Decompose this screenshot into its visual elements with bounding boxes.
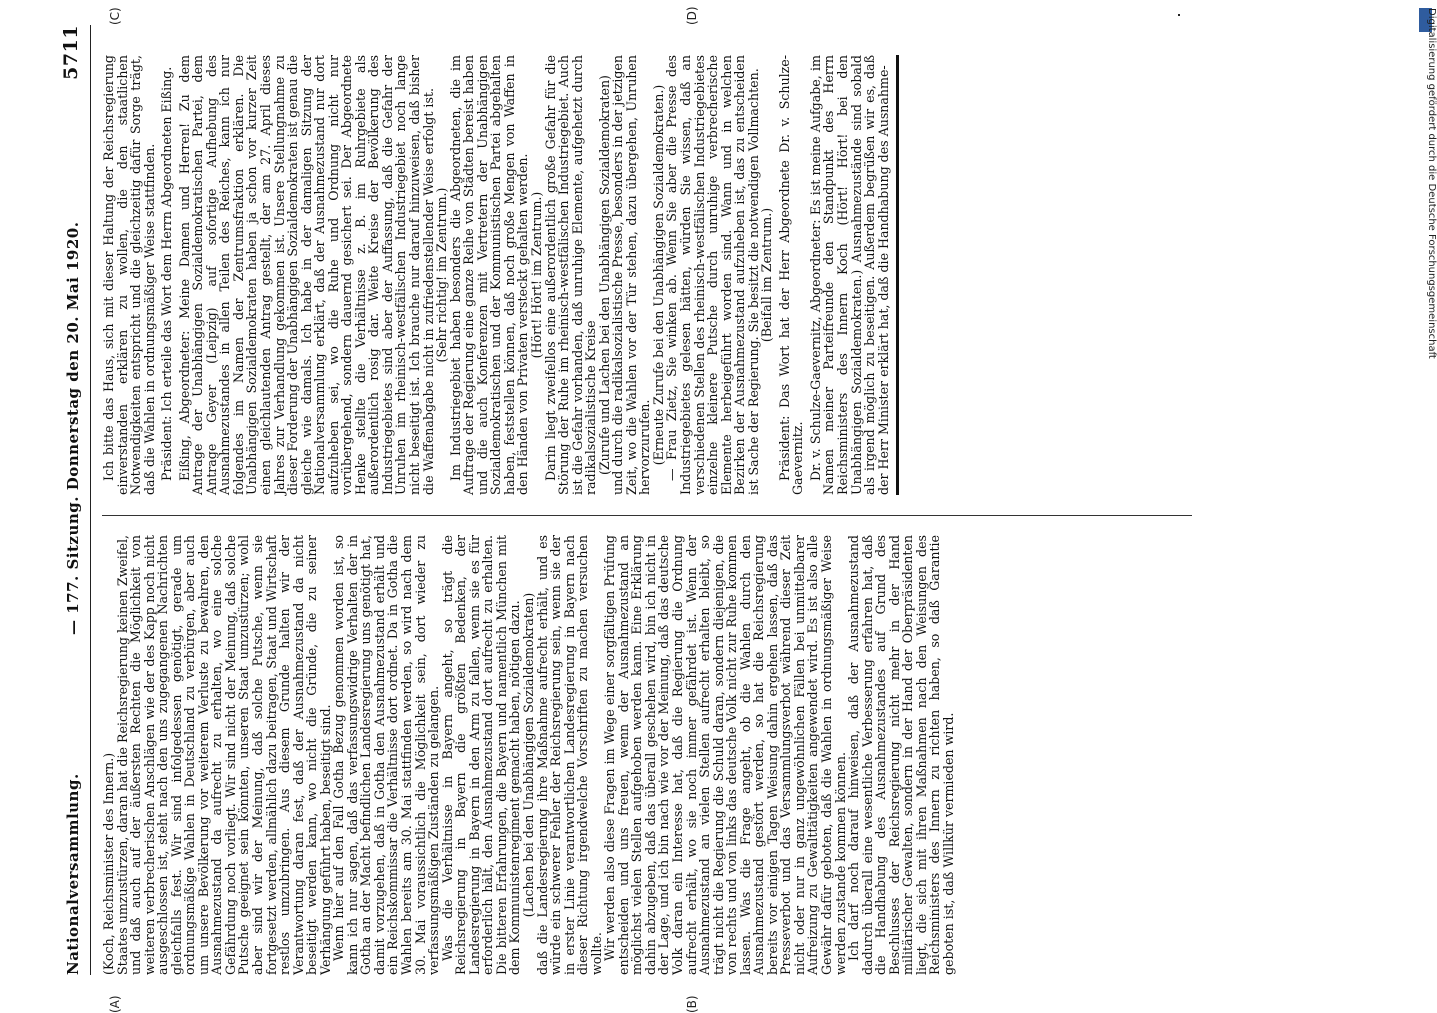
paragraph: Präsident: Das Wort hat der Herr Abgeordnete Dr. v. Schulze-Gaevernitz. (776, 55, 806, 495)
header-rule (90, 25, 91, 975)
digitization-note: Digitalisierung gefördert durch die Deutsche Forschungsgemeinschaft (1426, 8, 1437, 359)
paragraph: Was die Verhältnisse in Bayern angeht, so trägt die Reichsregierung in Bayern die größten Bedenken, der Landesregierung in Bayern in den Arm zu fallen, wenn sie es für erforderlich hält, den Ausnahmezustand dort aufrecht zu erhalten. Die bitteren Erfahrungen, die Bayern und namentlich München mit dem Kommunistenregiment gemacht haben, nötigen dazu. (439, 535, 523, 975)
right-column (102, 55, 899, 495)
paragraph: Dr. v. Schulze-Gaevernitz, Abgeordneter: Es ist meine Aufgabe, im Namen meiner Parteifreunde den Standpunkt des Herrn Reichsministers des Innern Koch (Hört! Hört! bei den Unabhängigen Sozialdemokraten.) Ausnahmezustände sind sobald als irgend möglich zu beseitigen. Außerdem begrüßen wir es, daß der Herr Minister erklärt hat, daß die Handhabung des Ausnahme- (807, 55, 891, 495)
page-number: 5711 (60, 25, 82, 80)
interjection: (Lachen bei den Unabhängigen Sozialdemokraten) (520, 592, 536, 918)
paragraph: Staates umzustürzen, daran hat die Reichsregierung keinen Zweifel, und daß auch auf der äußersten Rechten die Möglichkeit von weiteren verbrecherischen Anschlägen wie der des Kapp noch nicht ausgeschlossen ist, steht nach den uns zugegangenen Nachrichten gleichfalls fest. Wir sind infolgedessen genötigt, gerade um ordnungsmäßige Wahlen in Deutschland zu verbürgen, aber auch um unsere Bevölkerung vor weiterem Verluste zu bewahren, den Ausnahmezustand da aufrecht zu erhalten, wo eine solche Gefährdung noch vorliegt. Wir sind nicht der Meinung, daß solche Putsche geeignet sein könnten, unseren Staat umzustürzen; wohl aber sind wir der Meinung, daß solche Putsche, wenn sie fortgesetzt werden, allmählich dazu beitragen, Staat und Wirtschaft restlos umzubringen. Aus diesem Grunde halten wir der Verantwortung daran fest, daß der Ausnahmezustand da nicht beseitigt werden kann, wo nicht die Gründe, die zu seiner Verhängung geführt haben, beseitigt sind. (114, 535, 333, 975)
margin-mark-a: (A) (108, 995, 122, 1013)
paragraph: — Frau Zietz, Sie winken ab. Wenn Sie aber die Presse des Industriegebietes gelesen hätten, würden Sie wissen, daß an verschiedenen Stellen des rheinisch-westfälischen Industriegebietes einzelne kleinere Putsche durch unruhige verbrecherische Elemente herbeigeführt worden sind. Wann und in welchen Bezirken der Ausnahmezustand aufzuheben ist, das zu entscheiden ist Sache der Regierung. Sie besitzt die notwendigen Vollmachten. (664, 55, 761, 495)
paragraph: Darin liegt zweifellos eine außerordentlich große Gefahr für die Störung der Ruhe im rheinisch-westfälischen Industriegebiet. Auch ist die Gefahr vorhanden, daß unruhige Elemente, aufgehetzt durch radikalsozialistische Kreise (542, 55, 599, 495)
left-column (102, 535, 955, 975)
paragraph: Präsident: Ich erteile das Wort dem Herrn Abgeordneten Eißing. (159, 66, 175, 481)
paragraph: (Koch, Reichsminister des Innern.) (101, 752, 116, 975)
paragraph: Eißing, Abgeordneter: Meine Damen und Herren! Zu dem Antrage der Unabhängigen Sozialdemokratischen Partei, dem Antrage Geyer (Leipzig) auf sofortige Aufhebung des Ausnahmezustandes in allen Teilen des Reiches, kann ich nur folgendes im Namen der Zentrumsfraktion erklären. Die Unabhängigen Sozialdemokraten haben ja schon vor kurzer Zeit einen gleichlautenden Antrag gestellt, der am 27. April dieses Jahres zur Verhandlung gekommen ist. Unsere Stellungnahme zu dieser Forderung der Unabhängigen Sozialdemokraten ist genau die gleiche wie damals. Ich habe in der damaligen Sitzung der Nationalversammlung erklärt, daß der Ausnahmezustand nur dort aufzuheben sei, wo die Ruhe und Ordnung nicht nur vorübergehend, sondern dauernd gesichert sei. Der Abgeordnete Henke stellte die Verhältnisse z. B. im Ruhrgebiete als außerordentlich rosig dar. Weite Kreise der Bevölkerung des Industriegebietes sind aber der Auffassung, daß die Gefahr der Unruhen im rheinisch-westfälischen Industriegebiet noch lange nicht beseitigt ist. Ich brauche nur darauf hinzuweisen, daß bisher die Waffenabgabe nicht in zufriedenstellender Weise erfolgt ist. (176, 55, 436, 495)
paragraph: und durch die radikalsozialistische Presse, besonders in der jetzigen Zeit, wo die Wahlen vor der Tür stehen, dazu übergehen, Unruhen hervorzurufen. (610, 55, 653, 495)
rotated-page (60, 5, 1360, 1013)
paragraph: Wenn hier auf den Fall Gotha Bezug genommen worden ist, so kann ich nur sagen, daß das verfassungswidrige Verhalten der in Gotha an der Macht befindlichen Landesregierung uns genötigt hat, damit vorzugehen, daß in Gotha den Ausnahmezustand erhält und ein Reichskommissar die Verhältnisse dort ordnet. Da in Gotha die Wahlen bereits am 30. Mai stattfinden werden, so wird nach dem 30. Mai voraussichtlich die Möglichkeit sein, dort wieder zu verfassungsmäßigen Zuständen zu gelangen. (331, 535, 442, 975)
paragraph: Ich darf noch darauf hinweisen, daß der Ausnahmezustand dadurch überall eine wesentliche Verbesserung erfahren hat, daß die Handhabung des Ausnahmezustandes auf Grund des Beschlusses der Reichsregierung nicht mehr in der Hand militärischer Gewalten, sondern in der Hand der Oberpräsidenten liegt, die sich mit ihren Maßnahmen nach den Weisungen des Reichsministers des Innern zu richten haben, so daß Garantie geboten ist, daß Willkür vermieden wird. (846, 535, 956, 975)
interjection: (Hört! Hört! im Zentrum.) (528, 191, 544, 359)
margin-mark-c: (C) (108, 7, 122, 25)
paragraph: Wir werden also diese Fragen im Wege einer sorgfältigen Prüfung entscheiden und uns freuen, wenn der Ausnahmezustand an möglichst vielen Stellen aufgehoben werden kann. Eine Erklärung dahin abzugeben, daß das überall geschehen wird, bin ich nicht in der Lage, und ich bin nach wie vor der Meinung, daß das deutsche Volk daran ein Interesse hat, daß die Regierung die Ordnung aufrecht erhält, wo sie noch immer gefährdet ist. Wenn der Ausnahmezustand an vielen Stellen aufrecht erhalten bleibt, so trägt nicht die Regierung die Schuld daran, sondern diejenigen, die von rechts und von links das deutsche Volk nicht zur Ruhe kommen lassen. Was die Frage angeht, ob die Wahlen durch den Ausnahmezustand gestört werden, so hat die Reichsregierung bereits vor einigen Tagen Weisung dahin ergehen lassen, daß das Presseverbot und das Versammlungsverbot während dieser Zeit nicht oder nur in ganz ungewöhnlichen Fällen bei unmittelbarer Aufreizung zu Gewalttätigkeiten angewendet wird. Es ist also alle Gewähr dafür geboten, daß die Wahlen in ordnungsmäßiger Weise werden zustande kommen können. (602, 535, 848, 975)
header-title: Nationalversammlung. (64, 773, 82, 975)
paragraph: Im Industriegebiet haben besonders die Abgeordneten, die im Auftrage der Regierung eine ganze Reihe von Städten bereist haben und die auch Konferenzen mit Vertretern der Unabhängigen Sozialdemokratischen und der Kommunistischen Partei abgehalten haben, feststellen können, daß noch große Mengen von Waffen in den Händen von Privaten versteckt gehalten werden. (447, 55, 531, 495)
margin-mark-d: (D) (685, 6, 699, 25)
margin-mark-b: (B) (685, 995, 699, 1013)
interjection: (Beifall im Zentrum.) (759, 207, 775, 343)
column-end-rule (896, 55, 899, 495)
paragraph: Ich bitte das Haus, sich mit dieser Haltung der Reichsregierung einverstanden erklären zu wollen, die den staatlichen Notwendigkeiten entspricht und die gleichzeitig dafür Sorge trägt, daß die Wahlen in ordnungsmäßiger Weise stattfinden. (101, 55, 157, 495)
page-header (60, 25, 90, 975)
interjection: (Zurufe und Lachen bei den Unabhängigen Sozialdemokraten) (596, 75, 612, 475)
interjection: (Sehr richtig! im Zentrum.) (434, 187, 450, 363)
paragraph: daß die Landesregierung ihre Maßnahme aufrecht erhält, und es würde ein schwerer Fehler der Reichsregierung sein, wenn sie der in erster Linie verantwortlichen Landesregierung in Bayern nach dieser Richtung irgendwelche Vorschriften zu machen versuchen wollte. (534, 535, 604, 975)
interjection: (Erneute Zurufe bei den Unabhängigen Sozialdemokraten.) (650, 84, 666, 466)
header-session: — 177. Sitzung. Donnerstag den 20. Mai 1920. (64, 221, 82, 635)
speck (1178, 14, 1180, 16)
column-divider (102, 515, 1192, 516)
